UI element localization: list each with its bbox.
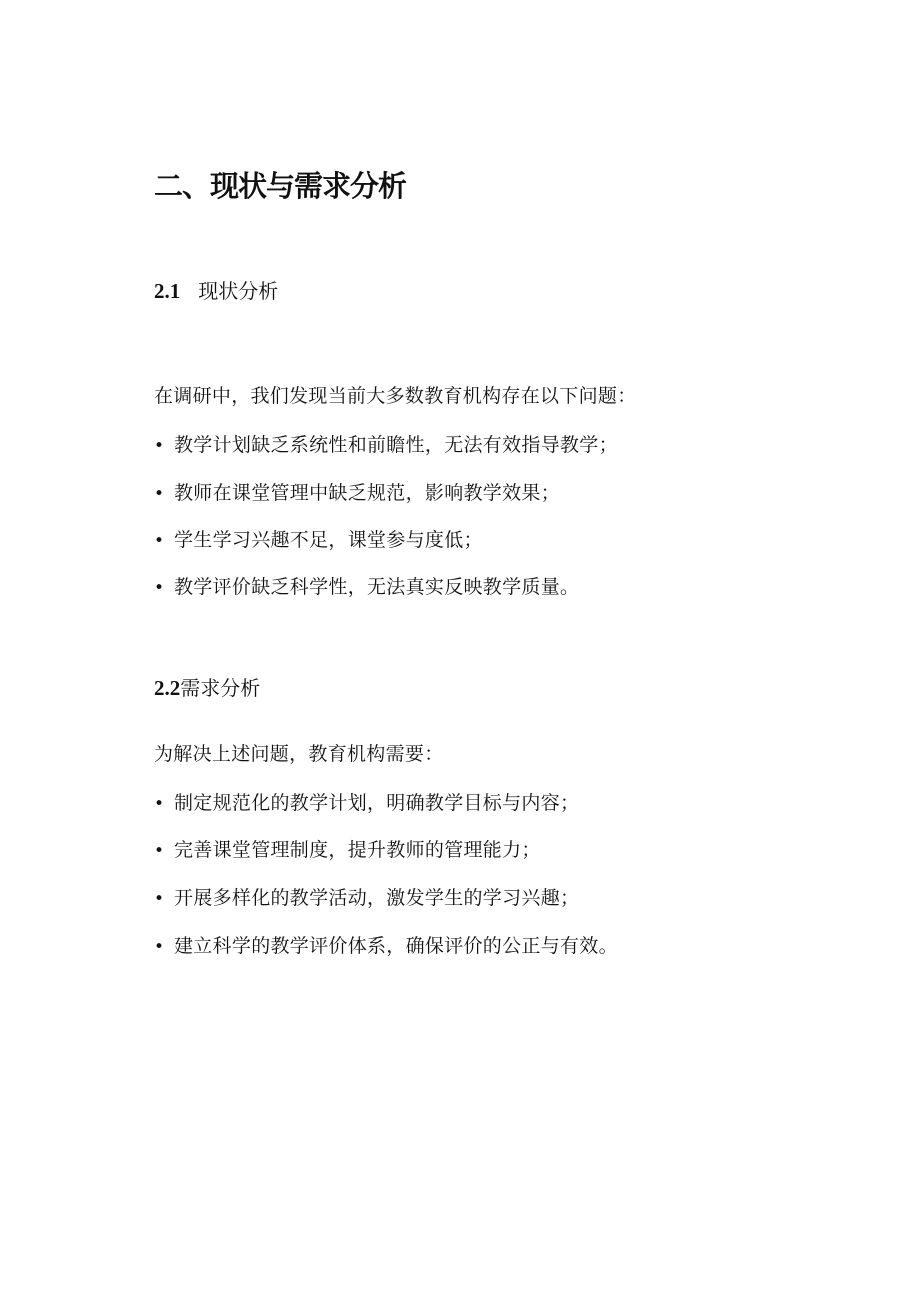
section-number: 2.1 bbox=[154, 279, 181, 303]
list-item-text: 完善课堂管理制度，提升教师的管理能力； bbox=[174, 839, 541, 861]
list-item bbox=[154, 794, 579, 813]
list-item bbox=[154, 937, 618, 956]
bullet-icon: • bbox=[154, 841, 165, 861]
list-item-text: 教学评价缺乏科学性，无法真实反映教学质量。 bbox=[174, 576, 580, 598]
bullet-icon: • bbox=[154, 578, 165, 598]
section-number: 2.2 bbox=[154, 676, 181, 700]
list-item bbox=[154, 889, 579, 908]
chapter-heading: 二、现状与需求分析 bbox=[154, 169, 407, 203]
section-heading-2-2 bbox=[154, 678, 260, 699]
section-title: 现状分析 bbox=[198, 279, 279, 303]
section1-intro-paragraph: 在调研中，我们发现当前大多数教育机构存在以下问题： bbox=[154, 385, 637, 407]
list-item-text: 教师在课堂管理中缺乏规范，影响教学效果； bbox=[174, 482, 561, 504]
list-item bbox=[154, 436, 618, 455]
bullet-icon: • bbox=[154, 794, 165, 814]
section2-intro-paragraph: 为解决上述问题，教育机构需要： bbox=[154, 743, 444, 765]
list-item bbox=[154, 841, 541, 860]
bullet-icon: • bbox=[154, 484, 165, 504]
list-item bbox=[154, 578, 579, 597]
section-heading-2-1 bbox=[154, 281, 278, 302]
list-item bbox=[154, 531, 483, 550]
bullet-icon: • bbox=[154, 436, 165, 456]
bullet-icon: • bbox=[154, 889, 165, 909]
list-item-text: 制定规范化的教学计划，明确教学目标与内容； bbox=[174, 792, 580, 814]
list-item bbox=[154, 484, 560, 503]
bullet-icon: • bbox=[154, 531, 165, 551]
list-item-text: 建立科学的教学评价体系，确保评价的公正与有效。 bbox=[174, 935, 618, 957]
list-item-text: 开展多样化的教学活动，激发学生的学习兴趣； bbox=[174, 887, 580, 909]
section-title: 需求分析 bbox=[180, 676, 261, 700]
list-item-text: 教学计划缺乏系统性和前瞻性，无法有效指导教学； bbox=[174, 434, 618, 456]
list-item-text: 学生学习兴趣不足，课堂参与度低； bbox=[174, 529, 483, 551]
bullet-icon: • bbox=[154, 937, 165, 957]
